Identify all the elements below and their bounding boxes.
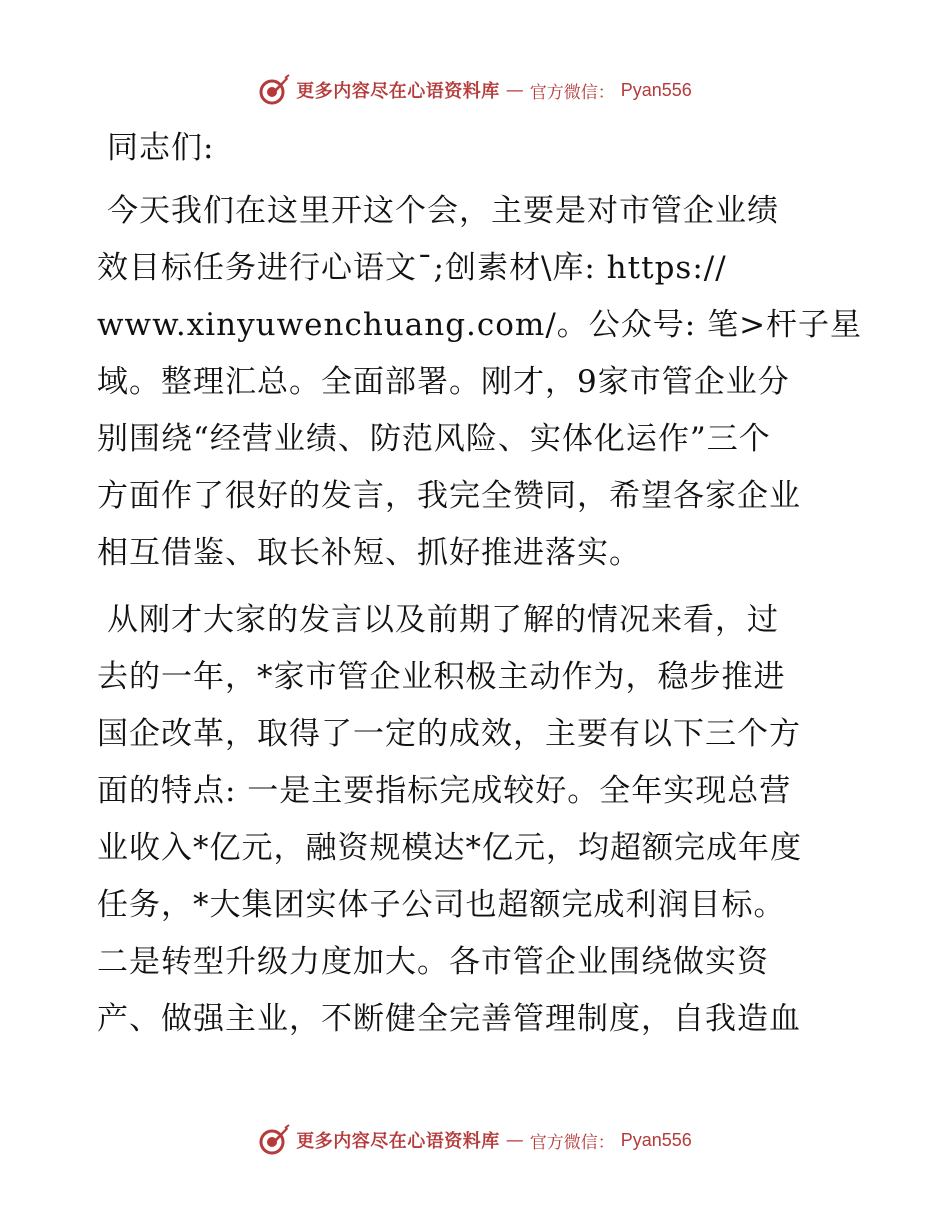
text-line: 域。整理汇总。全面部署。刚才，9家市管企业分 (97, 364, 790, 400)
text-line: 别围绕“经营业绩、防范风险、实体化运作”三个 (97, 421, 771, 457)
paragraph-spacer (97, 582, 857, 592)
text-line: 今天我们在这里开这个会，主要是对市管企业绩 (107, 193, 779, 229)
banner-dash: — (505, 1129, 524, 1151)
text-line: 国企改革，取得了一定的成效，主要有以下三个方 (97, 716, 801, 752)
text-line: 任务，*大集团实体子公司也超额完成利润目标。 (97, 887, 786, 923)
text-line: 去的一年，*家市管企业积极主动作为，稳步推进 (97, 659, 786, 695)
wechat-label: 官方微信： (529, 1132, 615, 1153)
text-line: 业收入*亿元，融资规模达*亿元，均超额完成年度 (97, 830, 802, 866)
text-line: 相互借鉴、取长补短、抓好推进落实。 (97, 535, 641, 571)
footer-watermark-banner (0, 1120, 950, 1160)
paragraph-2 (97, 592, 857, 1048)
header-watermark-banner (0, 70, 950, 110)
text-line: 方面作了很好的发言，我完全赞同，希望各家企业 (97, 478, 801, 514)
text-line: 面的特点: 一是主要指标完成较好。全年实现总营 (97, 773, 792, 809)
promo-text: 更多内容尽在心语资料库 (296, 1131, 500, 1152)
text-line: 从刚才大家的发言以及前期了解的情况来看，过 (107, 602, 779, 638)
banner-dash: — (505, 79, 524, 101)
wechat-id: Pyan556 (620, 79, 692, 100)
document-body (97, 120, 863, 1048)
wechat-id: Pyan556 (620, 1129, 692, 1150)
quill-logo-icon (258, 1124, 290, 1156)
greeting-line: 同志们: (107, 130, 215, 166)
text-line: 二是转型升级力度加大。各市管企业围绕做实资 (97, 944, 769, 980)
text-line: 产、做强主业，不断健全完善管理制度，自我造血 (97, 1001, 801, 1037)
wechat-label: 官方微信： (529, 82, 615, 103)
promo-text: 更多内容尽在心语资料库 (296, 81, 500, 102)
paragraph-1 (97, 183, 863, 582)
text-line: 效目标任务进行心语文¯;创素材\库: https:// (97, 250, 727, 286)
text-line: www.xinyuwenchuang.com/。公众号: 笔>杆子星 (97, 307, 863, 343)
quill-logo-icon (258, 74, 290, 106)
